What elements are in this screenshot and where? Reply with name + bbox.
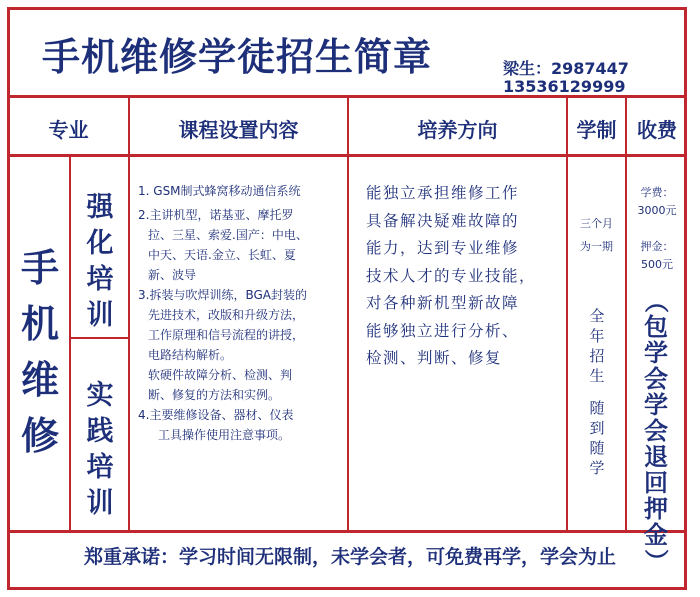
vertical-char: ）: [642, 549, 670, 573]
direction-line: 具备解决疑难故障的: [366, 211, 520, 230]
vertical-char: 年: [589, 327, 605, 345]
header-fee: 收费: [637, 118, 677, 142]
track-intensive: [80, 190, 120, 334]
vertical-char: 训: [86, 488, 114, 519]
course-line: 1. GSM制式蜂窝移动通信系统: [138, 184, 301, 198]
course-line: 电路结构解析。: [148, 348, 233, 362]
course-line: 工具操作使用注意事项。: [158, 428, 291, 442]
direction-line: 检测、判断、修复: [366, 349, 503, 367]
direction-line: 能够独立进行分析、: [366, 321, 520, 340]
vertical-char: 金: [644, 521, 668, 549]
vertical-char: 退: [644, 443, 668, 471]
vertical-char: 会: [644, 417, 668, 445]
vertical-char: 会: [644, 365, 668, 393]
col-divider-1: [128, 96, 130, 532]
enroll-all-year: [586, 306, 608, 386]
vertical-char: 践: [86, 416, 114, 447]
vertical-char: 手: [20, 246, 59, 290]
vertical-char: 招: [589, 347, 605, 365]
course-line: 拉、三星、索爱.国产：中电、: [148, 228, 308, 242]
course-line: 先进技术，改版和升级方法，: [148, 308, 305, 322]
vertical-char: 强: [86, 192, 114, 223]
guarantee-text: [640, 288, 672, 574]
vertical-char: 到: [589, 419, 605, 437]
course-list: [138, 181, 346, 445]
vertical-char: 培: [86, 264, 114, 295]
vertical-char: 修: [20, 414, 59, 458]
header-major: 专业: [48, 118, 89, 142]
vertical-char: 回: [644, 469, 668, 497]
track-divider: [70, 337, 128, 339]
course-line: 3.拆装与吹焊训练，BGA封装的: [138, 288, 307, 302]
vertical-char: 随: [589, 439, 605, 457]
vertical-char: 包: [644, 313, 668, 341]
col-divider-2: [347, 96, 349, 532]
course-line: 2.主讲机型，诺基亚、摩托罗: [138, 208, 294, 222]
vertical-char: 训: [86, 300, 114, 331]
direction-line: 技术人才的专业技能，: [366, 266, 537, 285]
major-inner-divider: [69, 156, 71, 532]
header-courses: 课程设置内容: [178, 118, 299, 142]
vertical-char: 押: [644, 495, 668, 523]
contact-phone: 13536129999: [503, 77, 626, 96]
vertical-char: 生: [589, 367, 605, 385]
deposit-label: 押金：: [640, 240, 674, 253]
enroll-anytime: [586, 398, 608, 478]
course-line: 软硬件故障分析、检测、判: [148, 368, 293, 382]
vertical-char: 学: [589, 459, 605, 477]
major-name: [15, 240, 65, 464]
vertical-char: （: [642, 289, 670, 313]
vertical-char: 机: [20, 302, 59, 346]
course-line: 新、波导: [148, 268, 197, 282]
vertical-char: 随: [589, 399, 605, 417]
tuition-label: 学费：: [640, 186, 674, 199]
direction-line: 能力，达到专业维修: [366, 239, 520, 257]
vertical-char: 实: [86, 380, 114, 411]
course-line: 中天、天语.金立、长虹、夏: [148, 248, 296, 262]
vertical-char: 学: [644, 391, 668, 419]
period-line1: 三个月: [580, 217, 613, 230]
poster-title: 手机维修学徒招生简章: [42, 35, 433, 79]
promise-text: 郑重承诺：学习时间无限制，未学会者，可免费再学，学会为止: [83, 546, 616, 568]
col-divider-4: [625, 96, 627, 532]
vertical-char: 培: [86, 452, 114, 483]
period-line2: 为一期: [580, 240, 613, 253]
course-line: 工作原理和信号流程的讲授，: [148, 328, 305, 342]
vertical-char: 化: [86, 228, 114, 259]
direction-line: 能独立承担维修工作: [366, 184, 520, 202]
col-divider-3: [566, 96, 568, 532]
header-direction: 培养方向: [417, 118, 498, 142]
header-duration: 学制: [576, 118, 617, 142]
vertical-char: 维: [20, 358, 59, 402]
contact-name: 梁生：2987447: [503, 59, 629, 78]
direction-line: 对各种新机型新故障: [366, 294, 520, 312]
track-practical: [80, 378, 120, 522]
vertical-char: 全: [589, 307, 605, 325]
vertical-char: 学: [644, 339, 668, 367]
tuition-value: 3000元: [637, 204, 677, 217]
course-line: 断、修复的方法和实例。: [148, 388, 281, 402]
course-line: 4.主要维修设备、器材、仪表: [138, 408, 294, 422]
training-direction: [366, 180, 560, 373]
deposit-value: 500元: [641, 258, 673, 271]
